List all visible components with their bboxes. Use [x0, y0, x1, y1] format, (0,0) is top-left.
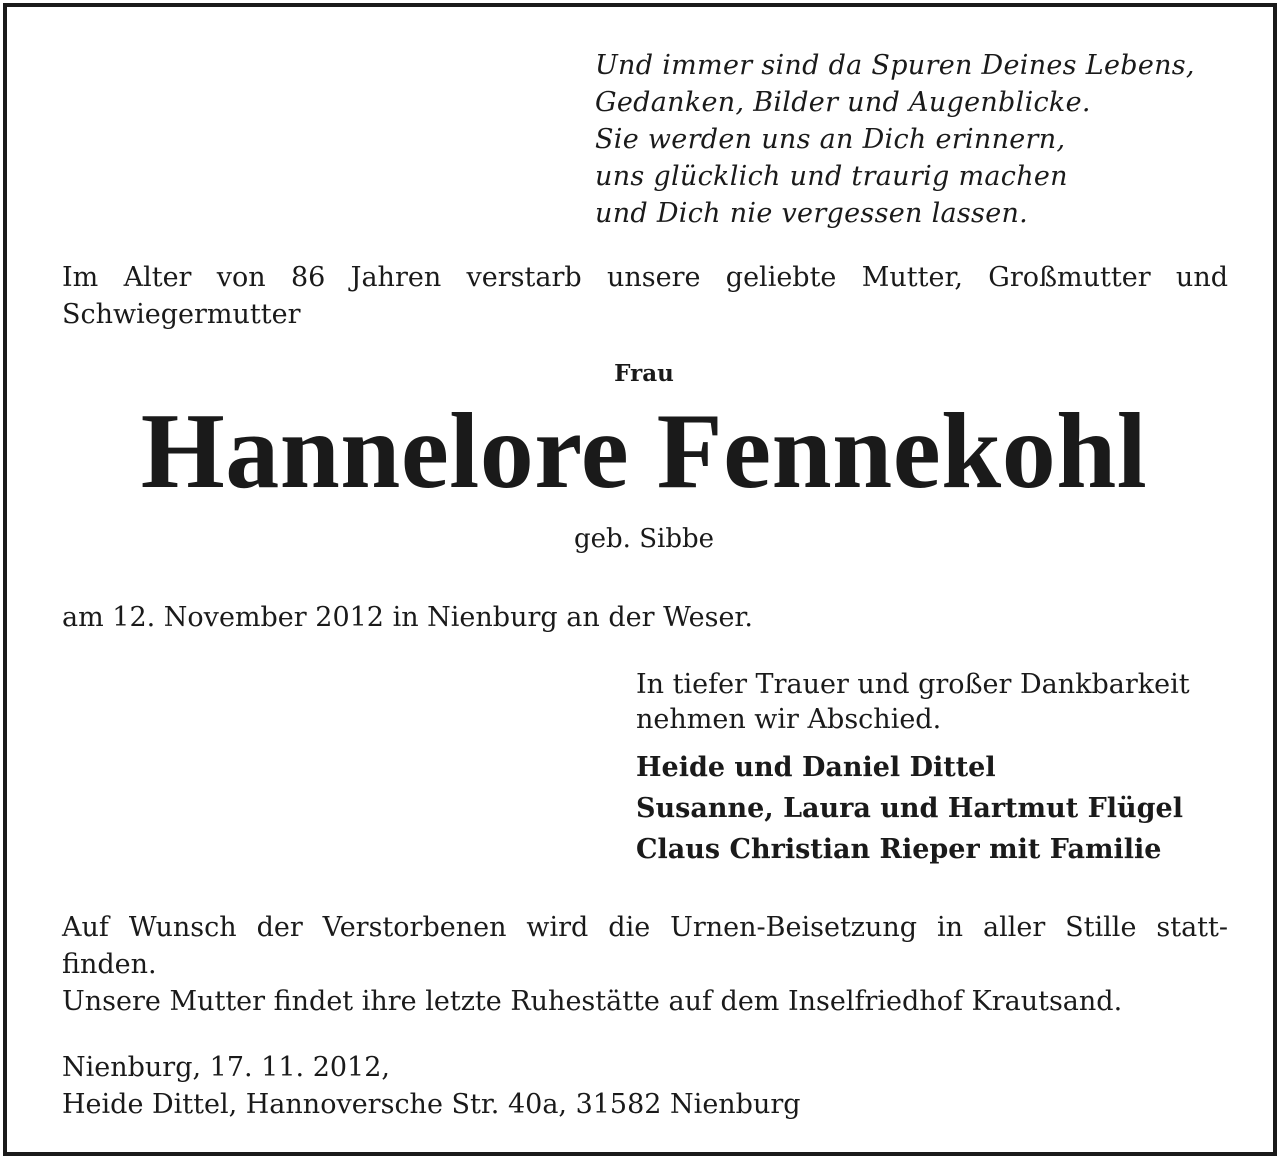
contact-address: Heide Dittel, Hannoversche Str. 40a, 31582 Nienburg [62, 1089, 801, 1120]
poem-line: und Dich nie vergessen lassen. [595, 198, 1029, 229]
salutation: Frau [614, 360, 674, 387]
obituary-notice [3, 3, 1277, 1156]
burial-notice [62, 909, 1228, 1020]
poem-line: uns glücklich und traurig machen [595, 161, 1068, 192]
mourning-statement [636, 667, 1236, 737]
closing-address [62, 1049, 1162, 1123]
signer: Susanne, Laura und Hartmut Flügel [636, 793, 1183, 824]
mourning-line: In tiefer Trauer und großer Dankbarkeit [636, 669, 1190, 700]
birth-name: geb. Sibbe [573, 524, 714, 554]
poem-line: Sie werden uns an Dich erinnern, [595, 124, 1066, 155]
memorial-poem [595, 47, 1255, 232]
signer: Claus Christian Rieper mit Familie [636, 834, 1162, 865]
signer: Heide und Daniel Dittel [636, 752, 996, 783]
notice-line: finden. [62, 949, 157, 980]
deceased-name: Hannelore Fennekohl [140, 392, 1148, 511]
poem-line: Gedanken, Bilder und Augenblicke. [595, 87, 1091, 118]
mourning-line: nehmen wir Abschied. [636, 704, 942, 735]
death-date-place: am 12. November 2012 in Nienburg an der Weser. [62, 602, 753, 633]
notice-line: Unsere Mutter findet ihre letzte Ruhestätte auf dem Inselfriedhof Krautsand. [62, 986, 1123, 1017]
place-date: Nienburg, 17. 11. 2012, [62, 1052, 390, 1083]
intro-text [62, 259, 1228, 333]
intro-line: Im Alter von 86 Jahren verstarb unsere geliebte Mutter, Großmutter und [62, 262, 1228, 293]
intro-line: Schwiegermutter [62, 299, 301, 330]
poem-line: Und immer sind da Spuren Deines Lebens, [595, 50, 1195, 81]
signers-list [636, 747, 1256, 870]
notice-line: Auf Wunsch der Verstorbenen wird die Urnen-Beisetzung in aller Stille statt- [62, 912, 1228, 943]
